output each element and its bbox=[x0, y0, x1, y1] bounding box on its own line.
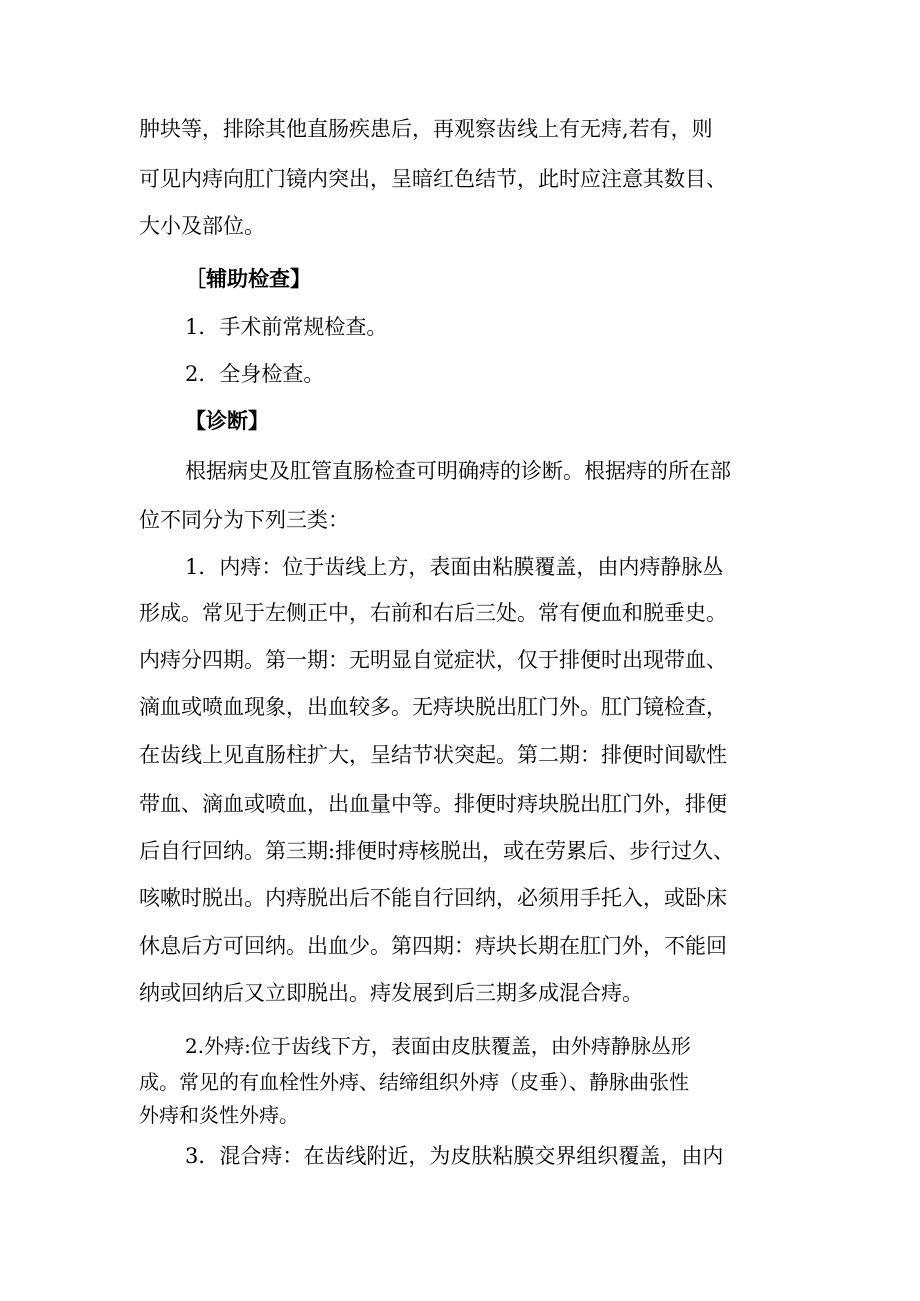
intro-line: 肿块等，排除其他直肠疾患后，再观察齿线上有无痔,若有，则 bbox=[139, 117, 713, 141]
internal-hemorrhoid-line: 1．内痔：位于齿线上方，表面由粘膜覆盖，由内痔静脉丛 bbox=[185, 555, 724, 579]
external-hemorrhoid-line: 2.外痔:位于齿线下方，表面由皮肤覆盖，由外痔静脉丛形 bbox=[185, 1034, 691, 1058]
auxiliary-exam-item: 2．全身检查。 bbox=[185, 362, 325, 386]
internal-hemorrhoid-line: 咳嗽时脱出。内痔脱出后不能自行回纳，必须用手托入，或卧床 bbox=[139, 886, 727, 910]
internal-hemorrhoid-line: 休息后方可回纳。出血少。第四期：痔块长期在肛门外，不能回 bbox=[139, 934, 727, 958]
intro-line: 可见内痔向肛门镜内突出，呈暗红色结节，此时应注意其数目、 bbox=[139, 167, 727, 191]
internal-hemorrhoid-line: 后自行回纳。第三期:排便时痔核脱出，或在劳累后、步行过久、 bbox=[139, 839, 735, 863]
internal-hemorrhoid-line: 在齿线上见直肠柱扩大，呈结节状突起。第二期：排便时间歇性 bbox=[139, 743, 727, 767]
auxiliary-exam-item: 1．手术前常规检查。 bbox=[185, 315, 388, 339]
diagnosis-intro-line: 根据病史及肛管直肠检查可明确痔的诊断。根据痔的所在部 bbox=[185, 459, 731, 483]
internal-hemorrhoid-line: 形成。常见于左侧正中，右前和右后三处。常有便血和脱垂史。 bbox=[139, 601, 727, 625]
external-hemorrhoid-line: 外痔和炎性外痔。 bbox=[139, 1103, 299, 1127]
diagnosis-intro-line: 位不同分为下列三类： bbox=[139, 508, 349, 532]
internal-hemorrhoid-line: 滴血或喷血现象，出血较多。无痔块脱出肛门外。肛门镜检查， bbox=[139, 695, 727, 719]
mixed-hemorrhoid-line: 3．混合痔：在齿线附近，为皮肤粘膜交界组织覆盖，由内 bbox=[185, 1144, 724, 1168]
intro-line: 大小及部位。 bbox=[139, 214, 265, 238]
external-hemorrhoid-line: 成。常见的有血栓性外痔、结缔组织外痔（皮垂）、静脉曲张性 bbox=[139, 1070, 689, 1094]
diagnosis-heading: 【诊断】 bbox=[185, 408, 269, 433]
internal-hemorrhoid-line: 纳或回纳后又立即脱出。痔发展到后三期多成混合痔。 bbox=[139, 981, 643, 1005]
internal-hemorrhoid-line: 带血、滴血或喷血，出血量中等。排便时痔块脱出肛门外，排便 bbox=[139, 792, 727, 816]
auxiliary-exam-heading: ［辅助检查】 bbox=[185, 266, 311, 291]
internal-hemorrhoid-line: 内痔分四期。第一期：无明显自觉症状，仅于排便时出现带血、 bbox=[139, 648, 727, 672]
